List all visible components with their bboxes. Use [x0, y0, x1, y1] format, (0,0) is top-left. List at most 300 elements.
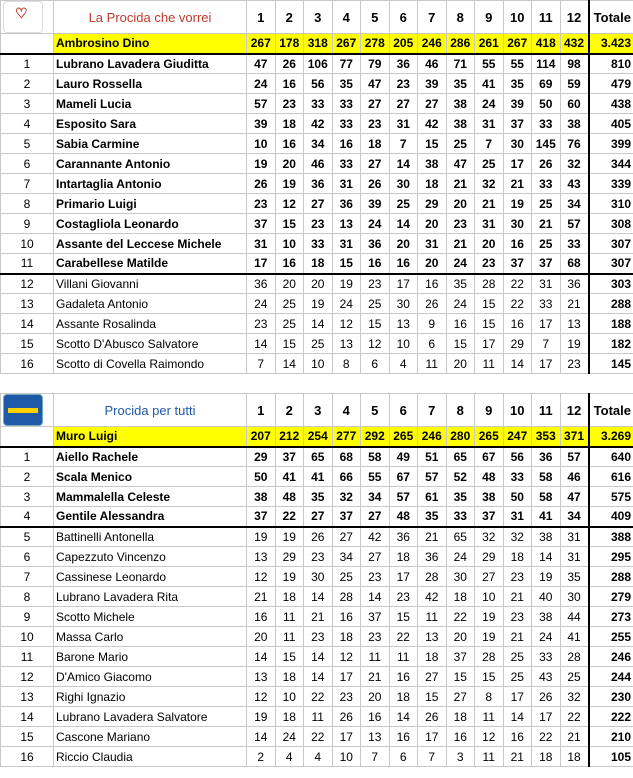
- row-index: 5: [1, 134, 54, 154]
- section-votes: 10: [475, 587, 504, 607]
- column-header-section: 1: [247, 394, 276, 427]
- section-votes: 20: [475, 234, 504, 254]
- total-votes: 479: [589, 74, 633, 94]
- list-header-row: [1, 394, 633, 427]
- section-votes: 39: [247, 114, 276, 134]
- candidate-row: [1, 134, 633, 154]
- section-votes: 46: [560, 467, 589, 487]
- section-votes: 17: [389, 274, 418, 294]
- candidate-name: Gadaleta Antonio: [54, 294, 247, 314]
- section-votes: 14: [532, 547, 561, 567]
- section-votes: 23: [361, 627, 390, 647]
- section-votes: 10: [247, 134, 276, 154]
- section-votes: 19: [275, 527, 304, 547]
- candidate-name: Cascone Mariano: [54, 727, 247, 747]
- section-votes: 23: [446, 214, 475, 234]
- section-votes: 6: [418, 334, 447, 354]
- section-votes: 18: [389, 547, 418, 567]
- section-votes: 57: [389, 487, 418, 507]
- candidate-name: Lubrano Lavadera Rita: [54, 587, 247, 607]
- section-votes: 77: [332, 54, 361, 74]
- section-votes: 11: [275, 627, 304, 647]
- candidate-name: Carannante Antonio: [54, 154, 247, 174]
- section-votes: 12: [275, 194, 304, 214]
- section-votes: 17: [389, 567, 418, 587]
- section-votes: 23: [560, 354, 589, 374]
- section-votes: 14: [247, 647, 276, 667]
- section-votes: 4: [275, 747, 304, 767]
- section-votes: 42: [418, 587, 447, 607]
- total-votes: 210: [589, 727, 633, 747]
- section-votes: 2: [247, 747, 276, 767]
- candidate-row: [1, 234, 633, 254]
- row-index: [1, 34, 54, 54]
- total-votes: 288: [589, 294, 633, 314]
- section-votes: 23: [304, 214, 333, 234]
- section-votes: 7: [418, 747, 447, 767]
- section-votes: 41: [560, 627, 589, 647]
- section-votes: 23: [503, 567, 532, 587]
- section-votes: 27: [418, 667, 447, 687]
- section-votes: 267: [503, 34, 532, 54]
- section-votes: 16: [389, 667, 418, 687]
- section-votes: 6: [389, 747, 418, 767]
- section-votes: 41: [275, 467, 304, 487]
- section-votes: 26: [532, 687, 561, 707]
- section-votes: 21: [247, 587, 276, 607]
- column-header-section: 4: [332, 394, 361, 427]
- total-votes: 279: [589, 587, 633, 607]
- section-votes: 31: [532, 274, 561, 294]
- candidate-name: Cassinese Leonardo: [54, 567, 247, 587]
- section-votes: 28: [475, 647, 504, 667]
- section-votes: 16: [503, 314, 532, 334]
- candidate-row: [1, 747, 633, 767]
- section-votes: 16: [247, 607, 276, 627]
- row-index: 4: [1, 114, 54, 134]
- section-votes: 37: [247, 214, 276, 234]
- section-votes: 41: [304, 467, 333, 487]
- section-votes: 8: [475, 687, 504, 707]
- section-votes: 23: [389, 74, 418, 94]
- section-votes: 38: [475, 487, 504, 507]
- section-votes: 15: [389, 607, 418, 627]
- section-votes: 15: [332, 254, 361, 274]
- section-votes: 24: [275, 727, 304, 747]
- section-votes: 43: [532, 667, 561, 687]
- section-votes: 57: [560, 214, 589, 234]
- section-votes: 37: [361, 607, 390, 627]
- section-votes: 16: [332, 607, 361, 627]
- section-votes: 432: [560, 34, 589, 54]
- section-votes: 36: [332, 194, 361, 214]
- section-votes: 48: [475, 467, 504, 487]
- spacer-cell: [1, 374, 633, 394]
- column-header-section: 10: [503, 1, 532, 34]
- candidate-name: Capezzuto Vincenzo: [54, 547, 247, 567]
- section-votes: 14: [275, 354, 304, 374]
- row-index: 16: [1, 747, 54, 767]
- candidate-row: [1, 707, 633, 727]
- section-votes: 36: [304, 174, 333, 194]
- section-votes: 25: [332, 567, 361, 587]
- section-votes: 37: [332, 507, 361, 527]
- section-votes: 267: [247, 34, 276, 54]
- candidate-name: Battinelli Antonella: [54, 527, 247, 547]
- section-votes: 17: [418, 727, 447, 747]
- section-votes: 36: [560, 274, 589, 294]
- section-votes: 19: [475, 607, 504, 627]
- section-votes: 18: [503, 547, 532, 567]
- section-votes: 31: [560, 547, 589, 567]
- section-votes: 12: [361, 334, 390, 354]
- section-votes: 31: [560, 527, 589, 547]
- row-index: 3: [1, 94, 54, 114]
- section-votes: 22: [560, 707, 589, 727]
- mayor-candidate-row: [1, 427, 633, 447]
- section-votes: 55: [503, 54, 532, 74]
- section-votes: 4: [389, 354, 418, 374]
- section-votes: 24: [247, 294, 276, 314]
- candidate-row: [1, 334, 633, 354]
- section-votes: 47: [560, 487, 589, 507]
- section-votes: 28: [560, 647, 589, 667]
- section-votes: 8: [332, 354, 361, 374]
- row-index: 10: [1, 234, 54, 254]
- section-votes: 25: [475, 154, 504, 174]
- section-votes: 23: [475, 254, 504, 274]
- section-votes: 14: [304, 667, 333, 687]
- section-votes: 7: [475, 134, 504, 154]
- list-logo-cell: [1, 394, 54, 427]
- candidate-name: Mameli Lucia: [54, 94, 247, 114]
- section-votes: 32: [560, 687, 589, 707]
- column-header-section: 2: [275, 1, 304, 34]
- total-votes: 246: [589, 647, 633, 667]
- section-votes: 34: [332, 547, 361, 567]
- section-votes: 25: [446, 134, 475, 154]
- section-votes: 30: [304, 567, 333, 587]
- section-votes: 26: [275, 54, 304, 74]
- section-votes: 20: [446, 354, 475, 374]
- section-votes: 34: [361, 487, 390, 507]
- section-votes: 17: [532, 707, 561, 727]
- candidate-row: [1, 154, 633, 174]
- section-votes: 36: [247, 274, 276, 294]
- total-votes: 244: [589, 667, 633, 687]
- row-index: 13: [1, 294, 54, 314]
- section-votes: 26: [418, 707, 447, 727]
- section-votes: 22: [304, 727, 333, 747]
- section-votes: 265: [475, 427, 504, 447]
- column-header-section: 3: [304, 394, 333, 427]
- column-header-section: 11: [532, 1, 561, 34]
- section-votes: 55: [361, 467, 390, 487]
- section-votes: 21: [446, 234, 475, 254]
- section-votes: 16: [503, 234, 532, 254]
- section-votes: 14: [389, 214, 418, 234]
- section-votes: 33: [532, 647, 561, 667]
- section-votes: 3: [446, 747, 475, 767]
- section-votes: 41: [532, 507, 561, 527]
- candidate-name: Aiello Rachele: [54, 447, 247, 467]
- section-votes: 18: [275, 667, 304, 687]
- section-votes: 30: [389, 294, 418, 314]
- section-votes: 20: [446, 627, 475, 647]
- list-name: Procida per tutti: [54, 394, 247, 427]
- section-votes: 15: [275, 214, 304, 234]
- section-votes: 13: [418, 627, 447, 647]
- candidate-row: [1, 587, 633, 607]
- section-votes: 21: [503, 587, 532, 607]
- section-votes: 37: [532, 254, 561, 274]
- section-votes: 17: [475, 334, 504, 354]
- section-votes: 40: [532, 587, 561, 607]
- section-votes: 50: [532, 94, 561, 114]
- section-votes: 418: [532, 34, 561, 54]
- section-votes: 61: [418, 487, 447, 507]
- section-votes: 11: [389, 647, 418, 667]
- section-votes: 22: [389, 627, 418, 647]
- total-votes: 409: [589, 507, 633, 527]
- section-votes: 10: [332, 747, 361, 767]
- section-votes: 7: [247, 354, 276, 374]
- candidate-row: [1, 174, 633, 194]
- section-votes: 76: [560, 134, 589, 154]
- section-votes: 19: [247, 707, 276, 727]
- section-votes: 21: [503, 627, 532, 647]
- section-votes: 23: [304, 627, 333, 647]
- total-votes: 616: [589, 467, 633, 487]
- row-index: 7: [1, 567, 54, 587]
- candidate-row: [1, 487, 633, 507]
- section-votes: 13: [361, 727, 390, 747]
- section-votes: 25: [503, 667, 532, 687]
- section-votes: 55: [475, 54, 504, 74]
- section-votes: 44: [560, 607, 589, 627]
- column-header-section: 4: [332, 1, 361, 34]
- total-votes: 273: [589, 607, 633, 627]
- section-votes: 36: [361, 234, 390, 254]
- section-votes: 13: [247, 667, 276, 687]
- section-votes: 28: [418, 567, 447, 587]
- column-header-total: Totale: [589, 394, 633, 427]
- candidate-row: [1, 727, 633, 747]
- row-index: 16: [1, 354, 54, 374]
- row-index: 6: [1, 547, 54, 567]
- section-votes: 13: [389, 314, 418, 334]
- section-votes: 261: [475, 34, 504, 54]
- procida-per-tutti-logo: [3, 394, 43, 426]
- section-votes: 16: [389, 727, 418, 747]
- section-votes: 20: [389, 234, 418, 254]
- candidate-name: Riccio Claudia: [54, 747, 247, 767]
- section-votes: 29: [247, 447, 276, 467]
- row-index: 1: [1, 54, 54, 74]
- total-votes: 405: [589, 114, 633, 134]
- flag-stripe-icon: [8, 408, 38, 413]
- section-votes: 7: [389, 134, 418, 154]
- section-votes: 68: [560, 254, 589, 274]
- section-votes: 47: [446, 154, 475, 174]
- section-votes: 27: [389, 94, 418, 114]
- column-header-section: 7: [418, 394, 447, 427]
- total-votes: 188: [589, 314, 633, 334]
- candidate-row: [1, 314, 633, 334]
- section-votes: 114: [532, 54, 561, 74]
- section-votes: 145: [532, 134, 561, 154]
- section-votes: 24: [532, 627, 561, 647]
- section-votes: 18: [275, 587, 304, 607]
- section-votes: 27: [418, 94, 447, 114]
- section-votes: 35: [304, 487, 333, 507]
- candidate-row: [1, 467, 633, 487]
- section-votes: 11: [475, 747, 504, 767]
- section-votes: 178: [275, 34, 304, 54]
- section-votes: 59: [560, 74, 589, 94]
- candidate-row: [1, 627, 633, 647]
- section-votes: 29: [275, 547, 304, 567]
- section-votes: 17: [532, 314, 561, 334]
- section-votes: 13: [332, 334, 361, 354]
- section-votes: 27: [304, 194, 333, 214]
- section-votes: 212: [275, 427, 304, 447]
- section-votes: 17: [247, 254, 276, 274]
- section-votes: 39: [503, 94, 532, 114]
- section-votes: 17: [532, 354, 561, 374]
- section-votes: 33: [560, 234, 589, 254]
- section-votes: 18: [446, 707, 475, 727]
- section-votes: 26: [304, 527, 333, 547]
- section-votes: 24: [361, 214, 390, 234]
- section-votes: 51: [418, 447, 447, 467]
- candidate-name: Scotto D'Abusco Salvatore: [54, 334, 247, 354]
- section-votes: 16: [332, 134, 361, 154]
- section-votes: 23: [304, 547, 333, 567]
- section-votes: 23: [275, 94, 304, 114]
- row-index: 14: [1, 707, 54, 727]
- candidate-row: [1, 54, 633, 74]
- section-votes: 37: [475, 507, 504, 527]
- section-votes: 10: [275, 234, 304, 254]
- candidate-row: [1, 647, 633, 667]
- row-index: 2: [1, 467, 54, 487]
- heart-icon: ♡: [15, 5, 28, 21]
- total-votes: 310: [589, 194, 633, 214]
- section-votes: 36: [418, 547, 447, 567]
- section-votes: 247: [503, 427, 532, 447]
- section-votes: 34: [560, 194, 589, 214]
- section-votes: 33: [532, 294, 561, 314]
- column-header-section: 10: [503, 394, 532, 427]
- section-votes: 36: [389, 54, 418, 74]
- candidate-row: [1, 547, 633, 567]
- section-votes: 18: [418, 174, 447, 194]
- section-votes: 35: [446, 274, 475, 294]
- section-votes: 34: [560, 507, 589, 527]
- section-votes: 39: [418, 74, 447, 94]
- section-votes: 19: [304, 294, 333, 314]
- row-index: 8: [1, 194, 54, 214]
- candidate-name: Ambrosino Dino: [54, 34, 247, 54]
- section-votes: 30: [389, 174, 418, 194]
- section-votes: 29: [475, 547, 504, 567]
- section-votes: 71: [446, 54, 475, 74]
- section-votes: 13: [247, 547, 276, 567]
- section-votes: 12: [247, 567, 276, 587]
- section-votes: 32: [332, 487, 361, 507]
- section-votes: 26: [418, 294, 447, 314]
- section-votes: 20: [418, 254, 447, 274]
- section-votes: 21: [560, 727, 589, 747]
- total-votes: 575: [589, 487, 633, 507]
- section-votes: 19: [275, 174, 304, 194]
- section-votes: 35: [560, 567, 589, 587]
- section-votes: 7: [532, 334, 561, 354]
- candidate-name: Scotto di Covella Raimondo: [54, 354, 247, 374]
- section-votes: 33: [532, 114, 561, 134]
- section-votes: 35: [332, 74, 361, 94]
- row-index: 6: [1, 154, 54, 174]
- candidate-row: [1, 274, 633, 294]
- section-votes: 14: [503, 354, 532, 374]
- section-votes: 31: [418, 234, 447, 254]
- section-votes: 14: [304, 647, 333, 667]
- total-votes: 295: [589, 547, 633, 567]
- column-header-section: 11: [532, 394, 561, 427]
- row-index: 12: [1, 274, 54, 294]
- section-votes: 22: [532, 727, 561, 747]
- section-votes: 18: [275, 114, 304, 134]
- section-votes: 28: [475, 274, 504, 294]
- section-votes: 46: [418, 54, 447, 74]
- section-votes: 18: [332, 627, 361, 647]
- section-votes: 17: [503, 687, 532, 707]
- section-votes: 35: [503, 74, 532, 94]
- section-votes: 33: [332, 154, 361, 174]
- candidate-name: D'Amico Giacomo: [54, 667, 247, 687]
- section-votes: 65: [446, 447, 475, 467]
- section-votes: 29: [418, 194, 447, 214]
- row-index: 15: [1, 334, 54, 354]
- section-votes: 21: [304, 607, 333, 627]
- candidate-name: Villani Giovanni: [54, 274, 247, 294]
- section-votes: 277: [332, 427, 361, 447]
- section-votes: 65: [304, 447, 333, 467]
- candidate-row: [1, 567, 633, 587]
- section-votes: 25: [389, 194, 418, 214]
- section-votes: 16: [361, 707, 390, 727]
- candidate-name: Carabellese Matilde: [54, 254, 247, 274]
- section-votes: 12: [332, 314, 361, 334]
- section-votes: 23: [247, 314, 276, 334]
- column-header-section: 7: [418, 1, 447, 34]
- section-votes: 16: [503, 727, 532, 747]
- section-votes: 24: [446, 254, 475, 274]
- section-votes: 38: [532, 607, 561, 627]
- section-votes: 25: [361, 294, 390, 314]
- total-votes: 105: [589, 747, 633, 767]
- section-votes: 15: [446, 334, 475, 354]
- section-votes: 7: [361, 747, 390, 767]
- section-votes: 30: [503, 214, 532, 234]
- row-index: 11: [1, 647, 54, 667]
- section-votes: 31: [332, 174, 361, 194]
- total-votes: 308: [589, 214, 633, 234]
- section-votes: 25: [532, 234, 561, 254]
- section-votes: 353: [532, 427, 561, 447]
- candidate-name: Barone Mario: [54, 647, 247, 667]
